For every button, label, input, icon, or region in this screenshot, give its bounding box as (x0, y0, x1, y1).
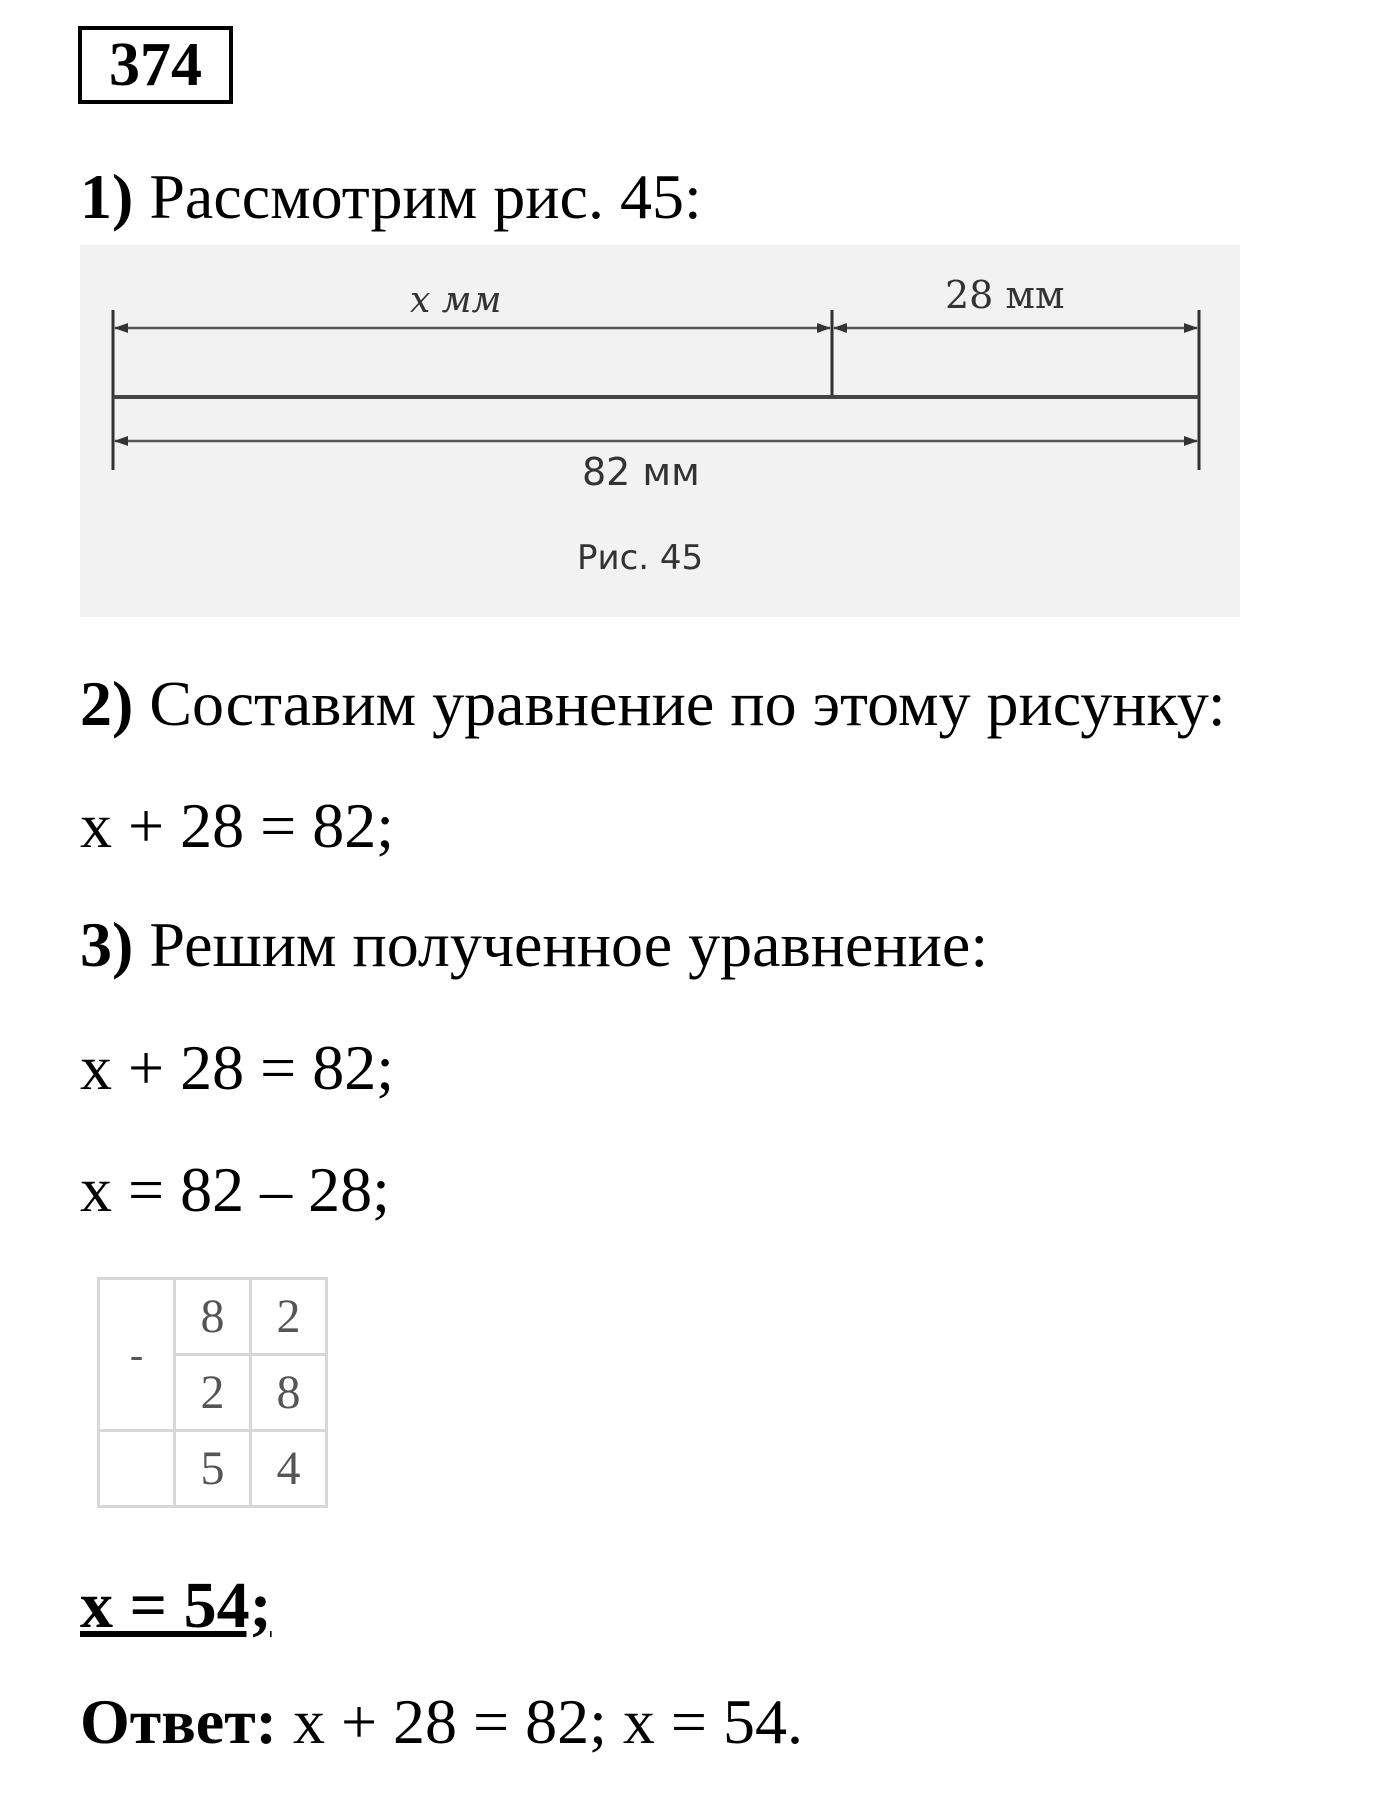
step-3 (80, 909, 989, 980)
subtrahend-digit: 2 (175, 1355, 251, 1431)
equation-1: x + 28 = 82; (80, 790, 394, 861)
column-subtraction (97, 1277, 328, 1508)
subtrahend-digit: 8 (251, 1355, 327, 1431)
label-82-mm: 82 мм (582, 450, 700, 494)
minus-sign: - (99, 1279, 175, 1431)
problem-number: 374 (78, 26, 233, 104)
step-2 (80, 668, 1226, 739)
figure-caption: Рис. 45 (577, 538, 704, 578)
figure-45 (80, 245, 1240, 617)
label-x-mm: x мм (410, 280, 502, 321)
answer-label: Ответ: (80, 1686, 277, 1757)
empty-cell (99, 1431, 175, 1507)
step-2-number: 2) (80, 668, 134, 739)
result-line: x = 54; (80, 1569, 272, 1642)
difference-digit: 5 (175, 1431, 251, 1507)
step-1-text: Рассмотрим рис. 45: (133, 161, 702, 232)
difference-digit: 4 (251, 1431, 327, 1507)
step-3-number: 3) (80, 909, 134, 980)
step-2-text: Составим уравнение по этому рисунку: (133, 668, 1226, 739)
minuend-digit: 8 (175, 1279, 251, 1355)
equation-3: x = 82 – 28; (80, 1154, 390, 1225)
label-28-mm: 28 мм (945, 273, 1065, 317)
answer-text: x + 28 = 82; x = 54. (276, 1686, 803, 1757)
step-1 (80, 161, 702, 232)
step-1-number: 1) (80, 161, 134, 232)
step-3-text: Решим полученное уравнение: (133, 909, 989, 980)
minuend-digit: 2 (251, 1279, 327, 1355)
answer-line (80, 1686, 803, 1757)
equation-2: x + 28 = 82; (80, 1032, 394, 1103)
